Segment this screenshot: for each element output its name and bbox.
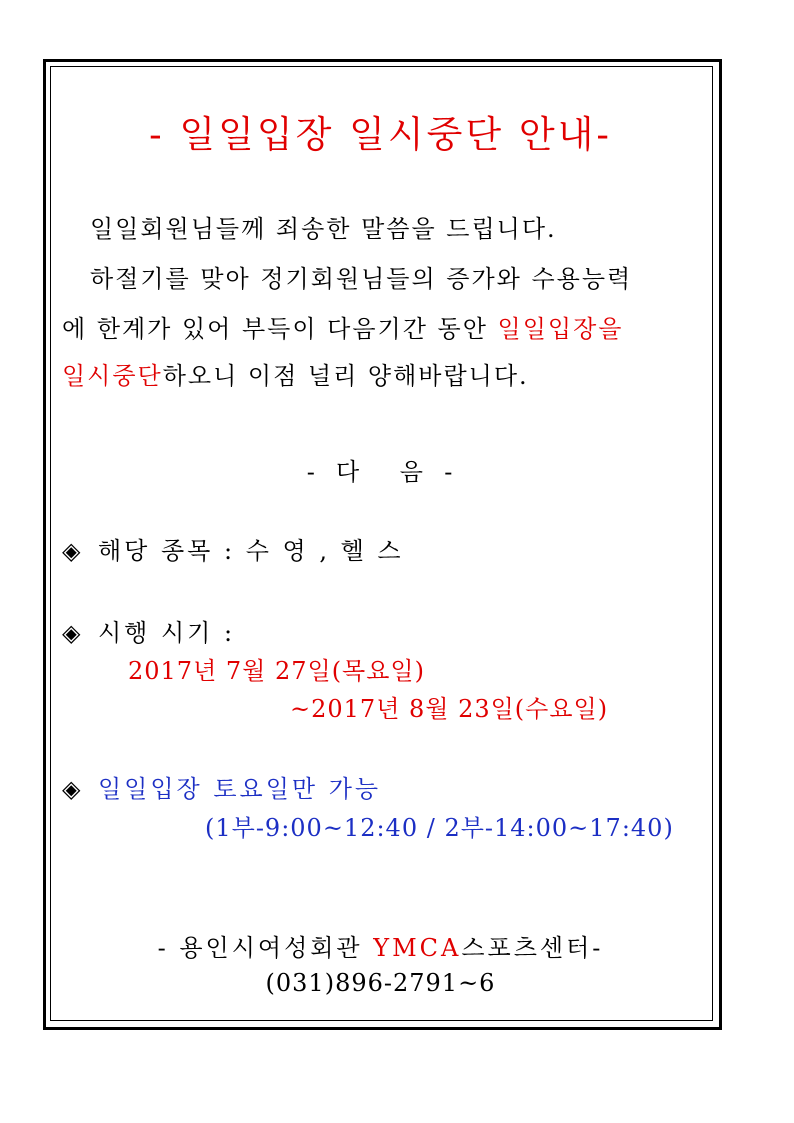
item-saturday <box>62 769 381 804</box>
item-saturday-text: 일일입장 토요일만 가능 <box>98 775 382 803</box>
intro-line-4-highlight: 일시중단 <box>62 362 163 390</box>
item-period-end: ~2017년 8월 23일(수요일) <box>290 695 609 723</box>
intro-line-3-highlight: 일일입장을 <box>497 315 624 343</box>
intro-line-1: 일일회원님들께 죄송한 말씀을 드립니다. <box>90 215 557 243</box>
item-category-text: 해당 종목 : 수 영 , 헬 스 <box>98 537 404 565</box>
item-period-label <box>62 613 235 648</box>
footer-suffix: 스포츠센터- <box>461 934 604 962</box>
diamond-bullet-icon: ◈ <box>62 537 81 565</box>
intro-line-3 <box>62 309 623 344</box>
next-heading: - 다 음 - <box>306 458 455 486</box>
item-saturday-hours: (1부-9:00~12:40 / 2부-14:00~17:40) <box>205 814 674 842</box>
diamond-bullet-icon: ◈ <box>62 775 81 803</box>
notice-document <box>50 66 711 1019</box>
notice-title: - 일일입장 일시중단 안내- <box>149 113 612 156</box>
footer-phone: (031)896-2791~6 <box>265 969 496 997</box>
item-category <box>62 531 404 566</box>
intro-line-2: 하절기를 맞아 정기회원님들의 증가와 수용능력 <box>90 265 633 293</box>
intro-line-3-text: 에 한계가 있어 부득이 다음기간 동안 <box>62 315 498 343</box>
item-period-start: 2017년 7월 27일(목요일) <box>128 657 425 685</box>
footer-prefix: - 용인시여성회관 <box>157 934 374 962</box>
intro-line-4-text: 하오니 이점 널리 양해바랍니다. <box>162 362 529 390</box>
footer-org-highlight: YMCA <box>373 934 462 962</box>
item-period-label-text: 시행 시기 : <box>98 619 236 647</box>
footer-organization <box>50 928 711 963</box>
intro-line-4 <box>62 356 529 391</box>
diamond-bullet-icon: ◈ <box>62 619 81 647</box>
